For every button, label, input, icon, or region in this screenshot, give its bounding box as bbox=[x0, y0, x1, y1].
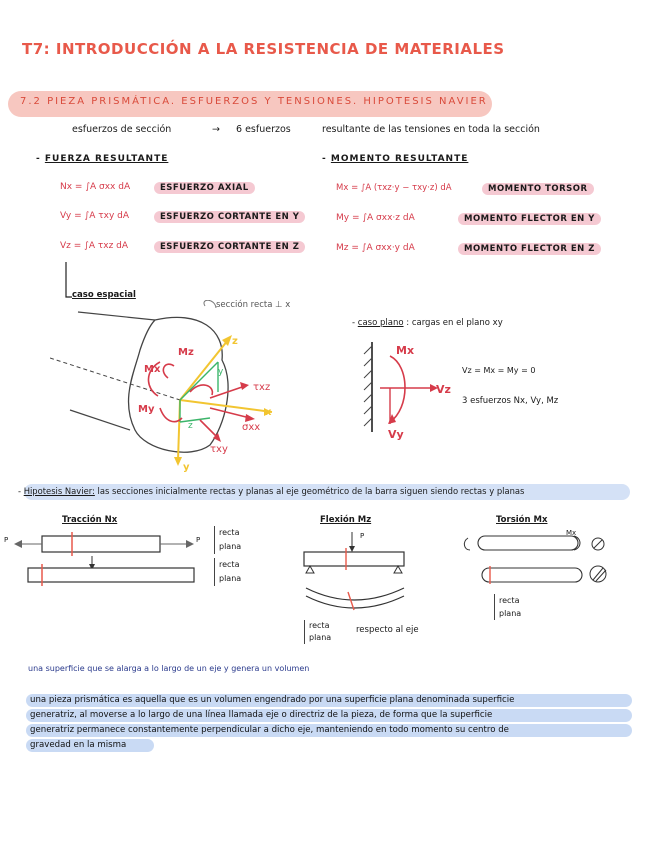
traccion-note-b bbox=[214, 558, 241, 586]
paragraph-line-4: gravedad en la misma bbox=[30, 740, 127, 750]
flexion-note-2: plana bbox=[309, 633, 332, 642]
fuerza-formula-3: Vz = ∫A τxz dA bbox=[60, 241, 129, 251]
label-txy: τxy bbox=[210, 444, 228, 455]
blue-note: una superficie que se alarga a lo largo de un eje y genera un volumen bbox=[28, 664, 310, 673]
traccion-diagram bbox=[0, 528, 220, 592]
torsion-mx: Mx bbox=[566, 529, 577, 537]
caso-plano-row: - caso plano : cargas en el plano xy bbox=[352, 318, 503, 328]
label-plano-mx: Mx bbox=[396, 344, 415, 357]
traccion-note-a bbox=[214, 526, 241, 554]
arrow-right-icon: → bbox=[212, 124, 220, 135]
label-txz: τxz bbox=[253, 382, 271, 393]
label-z: z bbox=[232, 336, 238, 347]
label-x: x bbox=[265, 407, 272, 418]
torsion-title: Torsión Mx bbox=[496, 515, 548, 525]
torsion-note-1: recta bbox=[499, 596, 520, 605]
traccion-title: Tracción Nx bbox=[62, 515, 118, 525]
label-yl: y bbox=[218, 367, 224, 377]
flexion-note-3: respecto al eje bbox=[356, 625, 419, 635]
flexion-diagram bbox=[298, 528, 418, 614]
navier-text: las secciones inicialmente rectas y planas al eje geométrico de la barra siguen siendo rectas y planas bbox=[97, 486, 525, 496]
momento-label-2: MOMENTO FLECTOR EN Y bbox=[458, 213, 601, 225]
label-mx: Mx bbox=[144, 364, 161, 375]
label-y: y bbox=[183, 462, 190, 473]
fuerza-label-3: ESFUERZO CORTANTE EN Z bbox=[154, 241, 305, 253]
intro-left: esfuerzos de sección bbox=[72, 124, 172, 135]
traccion-note-2: plana bbox=[219, 542, 242, 551]
caso-espacial-diagram bbox=[50, 300, 320, 475]
momento-label-3: MOMENTO FLECTOR EN Z bbox=[458, 243, 601, 255]
torsion-note-2: plana bbox=[499, 609, 522, 618]
caso-plano-eq: Vz = Mx = My = 0 bbox=[462, 366, 536, 375]
fuerza-formula-2: Vy = ∫A τxy dA bbox=[60, 211, 130, 221]
paragraph-line-2: generatriz, al moverse a lo largo de una línea llamada eje o directriz de la pieza, de forma que la superficie bbox=[30, 710, 493, 720]
paragraph-line-3: generatriz permanece constantemente perpendicular a dicho eje, manteniendo en todo momento su centro de bbox=[30, 725, 509, 735]
fuerza-formula-1: Nx = ∫A σxx dA bbox=[60, 182, 131, 192]
caso-espacial-label: caso espacial bbox=[72, 290, 136, 300]
caso-plano-desc: : cargas en el plano xy bbox=[406, 318, 503, 328]
navier-row: - Hipotesis Navier: las secciones inicialmente rectas y planas al eje geométrico de la barra siguen siendo rectas y planas bbox=[18, 486, 525, 496]
label-zl: z bbox=[188, 421, 193, 431]
flexion-note-1: recta bbox=[309, 621, 330, 630]
caso-plano-label: caso plano bbox=[357, 318, 404, 328]
traccion-note-4: plana bbox=[219, 574, 242, 583]
fuerza-label-1: ESFUERZO AXIAL bbox=[154, 182, 255, 194]
momento-formula-1: Mx = ∫A (τxz·y − τxy·z) dA bbox=[336, 183, 452, 193]
section-heading: 7.2 PIEZA PRISMÁTICA. ESFUERZOS Y TENSIONES. HIPOTESIS NAVIER bbox=[20, 96, 488, 107]
momento-formula-2: My = ∫A σxx·z dA bbox=[336, 213, 415, 223]
momento-heading: - MOMENTO RESULTANTE bbox=[322, 154, 469, 164]
fuerza-label-2: ESFUERZO CORTANTE EN Y bbox=[154, 211, 305, 223]
momento-label-1: MOMENTO TORSOR bbox=[482, 183, 594, 195]
traccion-p-right: P bbox=[196, 536, 201, 544]
label-plano-vy: Vy bbox=[388, 428, 404, 441]
caso-plano-diagram bbox=[350, 336, 460, 446]
flexion-title: Flexión Mz bbox=[320, 515, 372, 525]
label-plano-vz: Vz bbox=[436, 383, 451, 396]
intro-right: resultante de las tensiones en toda la sección bbox=[322, 124, 540, 135]
flexion-note bbox=[304, 620, 331, 644]
momento-heading-text: MOMENTO RESULTANTE bbox=[330, 154, 469, 164]
seccion-recta-note: sección recta ⊥ x bbox=[216, 300, 291, 310]
label-mz: Mz bbox=[178, 347, 194, 358]
intro-count: 6 esfuerzos bbox=[236, 124, 291, 135]
fuerza-heading-text: FUERZA RESULTANTE bbox=[44, 154, 169, 164]
page-title: T7: INTRODUCCIÓN A LA RESISTENCIA DE MATERIALES bbox=[22, 40, 505, 58]
navier-lead: Hipotesis Navier: bbox=[23, 486, 95, 496]
caso-plano-result: 3 esfuerzos Nx, Vy, Mz bbox=[462, 396, 559, 406]
traccion-p-left: P bbox=[4, 536, 9, 544]
fuerza-heading: - FUERZA RESULTANTE bbox=[36, 154, 169, 164]
traccion-note-1: recta bbox=[219, 528, 240, 537]
label-my: My bbox=[138, 404, 155, 415]
momento-formula-3: Mz = ∫A σxx·y dA bbox=[336, 243, 415, 253]
traccion-note-3: recta bbox=[219, 560, 240, 569]
label-sxx: σxx bbox=[242, 422, 261, 433]
torsion-diagram bbox=[458, 526, 618, 592]
flexion-p: P bbox=[360, 532, 365, 540]
torsion-note bbox=[494, 594, 521, 620]
paragraph-line-1: una pieza prismática es aquella que es un volumen engendrado por una superficie plana denominada superficie bbox=[30, 695, 515, 705]
